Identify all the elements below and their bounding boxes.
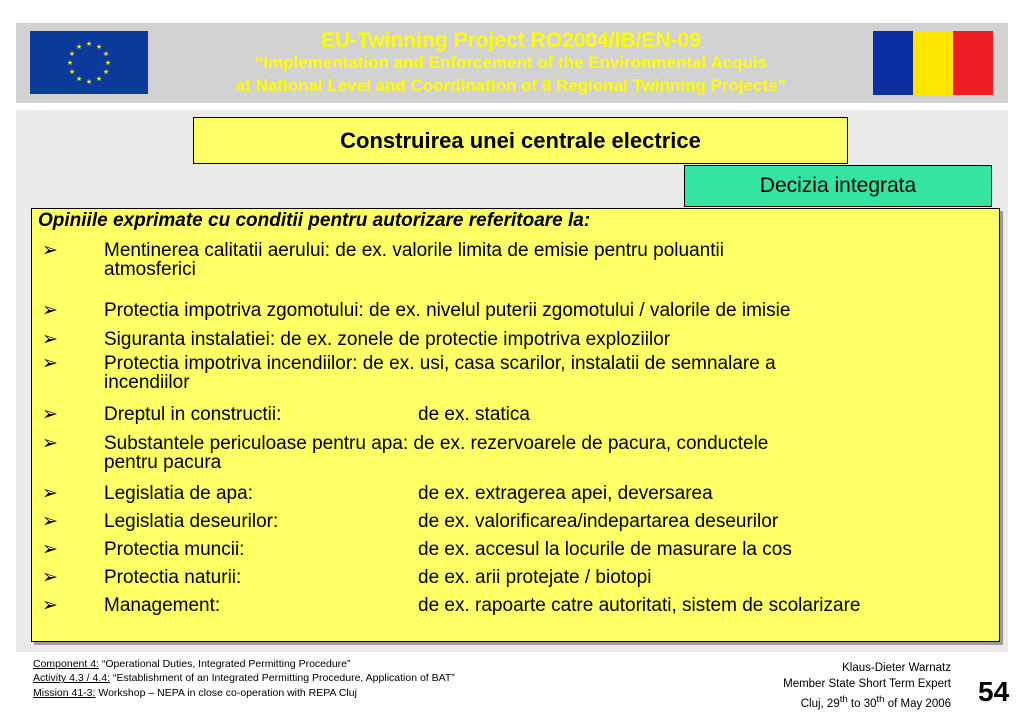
arrow-bullet-icon: ➢ — [42, 300, 58, 321]
footer-mission: Mission 41-3: Workshop – NEPA in close co-operation with REPA Cluj — [33, 686, 357, 699]
decision-label: Decizia integrata — [684, 165, 992, 207]
svg-text:★: ★ — [95, 75, 103, 83]
footer-component: Component 4: “Operational Duties, Integrated Permitting Procedure” — [33, 658, 351, 670]
arrow-bullet-icon: ➢ — [42, 539, 58, 560]
list-item-detail: de ex. valorificarea/indepartarea deseurilor — [418, 511, 779, 532]
list-item-topic: Management: — [104, 595, 221, 616]
svg-text:★: ★ — [75, 75, 83, 83]
svg-text:★: ★ — [102, 68, 110, 76]
arrow-bullet-icon: ➢ — [42, 567, 58, 588]
svg-text:★: ★ — [95, 43, 103, 51]
list-item-detail: de ex. accesul la locurile de masurare la cos — [418, 539, 792, 560]
svg-text:★: ★ — [85, 78, 93, 86]
arrow-bullet-icon: ➢ — [42, 240, 58, 261]
project-title: EU-Twinning Project RO2004/IB/EN-09 — [320, 29, 702, 52]
list-item-detail: de ex. rapoarte catre autoritati, sistem de scolarizare — [418, 595, 861, 616]
svg-text:★: ★ — [68, 68, 76, 76]
list-item-detail: de ex. statica — [418, 404, 530, 425]
arrow-bullet-icon: ➢ — [42, 483, 58, 504]
arrow-bullet-icon: ➢ — [42, 433, 58, 454]
list-item-text: Siguranta instalatiei: de ex. zonele de protectie impotriva exploziilor — [104, 329, 671, 350]
list-item-topic: Dreptul in constructii: — [104, 404, 282, 425]
list-item-text: Substantele periculoase pentru apa: de ex. rezervoarele de pacura, conductele — [104, 433, 769, 454]
flag-stripe-yellow — [913, 31, 953, 95]
romania-flag-icon — [873, 31, 993, 95]
arrow-bullet-icon: ➢ — [42, 511, 58, 532]
list-item-topic: Legislatia deseurilor: — [104, 511, 279, 532]
svg-text:★: ★ — [75, 43, 83, 51]
event-date: Cluj, 29th to 30th of May 2006 — [800, 694, 951, 710]
intro-text: Opiniile exprimate cu conditii pentru autorizare referitoare la: — [38, 210, 591, 231]
svg-text:★: ★ — [66, 59, 74, 67]
list-item-topic: Legislatia de apa: — [104, 483, 253, 504]
list-item-detail: de ex. arii protejate / biotopi — [418, 567, 652, 588]
list-item-topic: Protectia naturii: — [104, 567, 242, 588]
list-item-detail: de ex. extragerea apei, deversarea — [418, 483, 713, 504]
list-item-text: incendiilor — [104, 372, 190, 393]
project-subtitle-line-1: “Implementation and Enforcement of the Environmental Acquis — [254, 53, 768, 72]
arrow-bullet-icon: ➢ — [42, 353, 58, 374]
footer-activity: Activity 4.3 / 4.4: “Establishment of an Integrated Permitting Procedure, Application of BAT” — [33, 672, 455, 685]
eu-flag-icon — [30, 31, 148, 94]
flag-stripe-blue — [873, 31, 913, 95]
author-role: Member State Short Term Expert — [783, 677, 951, 690]
svg-text:★: ★ — [102, 50, 110, 58]
slide-title: Construirea unei centrale electrice — [193, 117, 848, 164]
flag-stripe-red — [953, 31, 993, 95]
author-name: Klaus-Dieter Warnatz — [842, 662, 951, 674]
slide-header — [16, 23, 1008, 103]
page-number: 54 — [978, 676, 1010, 707]
list-item-text: atmosferici — [104, 259, 196, 280]
conditions-box — [31, 208, 1000, 642]
footer-author-info — [783, 661, 951, 712]
project-subtitle-line-2: at National Level and Coordination of 8 Regional Twinning Projects” — [235, 76, 787, 95]
arrow-bullet-icon: ➢ — [42, 595, 58, 616]
list-item-text: Protectia impotriva zgomotului: de ex. nivelul puterii zgomotului / valorile de imisie — [104, 300, 791, 321]
svg-text:★: ★ — [85, 40, 93, 48]
list-item-text: Protectia impotriva incendiilor: de ex. usi, casa scarilor, instalatii de semnalare a — [104, 353, 776, 374]
arrow-bullet-icon: ➢ — [42, 404, 58, 425]
svg-text:★: ★ — [104, 59, 112, 67]
list-item-text: Mentinerea calitatii aerului: de ex. valorile limita de emisie pentru poluantii — [104, 240, 724, 261]
list-item-text: pentru pacura — [104, 452, 222, 473]
list-item-topic: Protectia muncii: — [104, 539, 245, 560]
footer-project-info — [33, 657, 455, 700]
arrow-bullet-icon: ➢ — [42, 329, 58, 350]
svg-text:★: ★ — [68, 50, 76, 58]
